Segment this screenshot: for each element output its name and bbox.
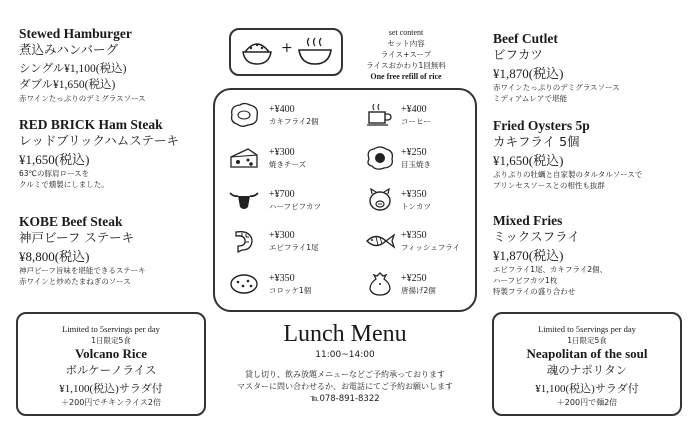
bull-icon: [228, 187, 260, 213]
option-name: 目玉焼き: [401, 160, 431, 169]
menu-item-mixed: [493, 213, 607, 297]
set-line-5: One free refill of rice: [370, 72, 442, 81]
item-desc: 赤ワインたっぷりのデミグラスソース: [19, 94, 146, 103]
item-desc: 神戸ビーフ旨味を堪能できるステーキ: [19, 266, 146, 275]
set-line-3: ライス+スープ: [380, 50, 432, 59]
item-name-jp: 魂のナポリタン: [546, 363, 628, 377]
set-content-text: [356, 27, 456, 82]
phone-number[interactable]: ℡078-891-8322: [310, 394, 380, 404]
option-price: +¥350: [269, 273, 295, 284]
item-price: ¥1,650(税込): [19, 152, 90, 167]
item-desc: 赤ワインたっぷりのデミグラスソース: [493, 83, 620, 92]
option-cheese: [269, 147, 306, 170]
cheese-icon: [228, 145, 260, 171]
option-name: ハーフビフカツ: [269, 202, 322, 211]
option-name: 焼きチーズ: [269, 160, 307, 169]
item-desc: ミディアムレアで堪能: [493, 94, 568, 103]
item-price: ¥1,100(税込)サラダ付: [535, 383, 639, 395]
page-title: Lunch Menu: [283, 321, 407, 347]
limit-text: Limited to 5servings per day: [538, 324, 636, 334]
item-price-double: ダブル¥1,650(税込): [19, 79, 116, 91]
fried-egg-icon: [364, 145, 396, 171]
set-line-2: セット内容: [387, 39, 425, 48]
item-name-jp: カキフライ 5個: [493, 134, 580, 149]
option-half-cutlet: [269, 189, 321, 212]
option-name: フィッシュフライ: [401, 243, 461, 252]
option-fish-fry: [401, 230, 460, 253]
item-desc: クルミで燻製にしました。: [19, 180, 109, 189]
option-karaage: [401, 273, 436, 296]
item-price: ¥1,870(税込): [493, 248, 564, 263]
item-desc: ハーフビフカツ1枚: [493, 276, 558, 285]
item-desc: ぷりぷりの牡蠣と自家製のタルタルソースで: [493, 170, 643, 179]
reservation-note-1: 貸し切り、飲み放題メニューなどご予約承っております: [245, 370, 445, 379]
limit-text: Limited to 5servings per day: [62, 324, 160, 334]
option-price: +¥250: [401, 273, 427, 284]
option-shrimp: [269, 230, 319, 253]
menu-item-kobe: [19, 214, 146, 287]
menu-item-cutlet: [493, 31, 620, 104]
item-extra: ＋200円で麺2倍: [556, 398, 618, 407]
item-price-single: シングル¥1,100(税込): [19, 63, 127, 75]
menu-item-hamburger: [19, 26, 146, 104]
lunch-menu-block: [213, 320, 477, 405]
limit-text-jp: 1日限定5食: [91, 336, 131, 345]
coffee-icon: [364, 102, 396, 128]
item-name-en: Mixed Fries: [493, 213, 563, 228]
set-line-4: ライスおかわり1回無料: [366, 61, 446, 70]
volcano-rice-box: [16, 312, 206, 416]
item-desc: プリンセスソースとの相性も抜群: [493, 181, 605, 190]
item-price: ¥1,650(税込): [493, 153, 564, 168]
item-price: ¥1,100(税込)サラダ付: [59, 383, 163, 395]
set-line-1: set content: [388, 28, 424, 37]
option-name: コーヒー: [401, 117, 431, 126]
item-name-en: Beef Cutlet: [493, 31, 558, 46]
item-name-jp: ボルケーノライス: [65, 363, 157, 377]
option-croquette: [269, 273, 311, 296]
item-name-jp: 神戸ビーフ ステーキ: [19, 230, 135, 245]
plus-sign: +: [281, 40, 293, 56]
item-name-en: KOBE Beef Steak: [19, 214, 123, 229]
option-coffee: [401, 104, 431, 127]
rice-bowl-icon: [241, 38, 273, 68]
item-price: ¥8,800(税込): [19, 249, 90, 264]
option-name: エビフライ1尾: [269, 243, 319, 252]
option-name: コロッケ1個: [269, 286, 312, 295]
option-price: +¥700: [269, 189, 295, 200]
item-name-en: Stewed Hamburger: [19, 26, 132, 41]
shrimp-icon: [228, 228, 260, 254]
item-name-jp: ミックスフライ: [493, 229, 580, 244]
fish-icon: [364, 228, 396, 254]
item-name-en: Fried Oysters 5p: [493, 118, 590, 133]
option-price: +¥400: [401, 104, 427, 115]
item-name-jp: ビフカツ: [493, 47, 543, 62]
reservation-note-2: マスターに問い合わせるか、お電話にてご予約お願いします: [237, 382, 453, 391]
item-name-jp: 煮込みハンバーグ: [19, 42, 119, 57]
menu-item-oysters: [493, 118, 642, 191]
option-oyster: [269, 104, 319, 127]
menu-item-ham-steak: [19, 117, 179, 190]
croquette-icon: [228, 271, 260, 297]
oyster-icon: [228, 102, 260, 128]
neapolitan-box: [492, 312, 682, 416]
item-desc: 赤ワインと炒めたまねぎのソース: [19, 277, 131, 286]
item-name-jp: レッドブリックハムステーキ: [19, 133, 180, 148]
item-name-en: Volcano Rice: [74, 346, 148, 361]
option-name: トンカツ: [401, 202, 431, 211]
pig-icon: [364, 187, 396, 213]
option-name: 唐揚げ2個: [401, 286, 436, 295]
option-name: カキフライ2個: [269, 117, 319, 126]
option-price: +¥250: [401, 147, 427, 158]
options-box: [213, 88, 477, 312]
item-price: ¥1,870(税込): [493, 66, 564, 81]
item-extra: ＋200円でチキンライス2倍: [61, 398, 161, 407]
option-tonkatsu: [401, 189, 431, 212]
item-desc: 63℃の豚肩ロースを: [19, 169, 90, 178]
option-price: +¥350: [401, 230, 427, 241]
item-desc: エビフライ1尾、カキフライ2個、: [493, 265, 608, 274]
option-price: +¥300: [269, 230, 295, 241]
option-fried-egg: [401, 147, 431, 170]
limit-text-jp: 1日限定5食: [567, 336, 607, 345]
lunch-hours: 11:00~14:00: [315, 350, 375, 360]
item-desc: 特製フライの盛り合わせ: [493, 287, 576, 296]
set-content-box: [229, 28, 343, 76]
soup-bowl-icon: [297, 36, 333, 68]
item-name-en: RED BRICK Ham Steak: [19, 117, 163, 132]
chicken-icon: [364, 271, 396, 297]
option-price: +¥350: [401, 189, 427, 200]
option-price: +¥300: [269, 147, 295, 158]
option-price: +¥400: [269, 104, 295, 115]
item-name-en: Neapolitan of the soul: [526, 346, 648, 361]
